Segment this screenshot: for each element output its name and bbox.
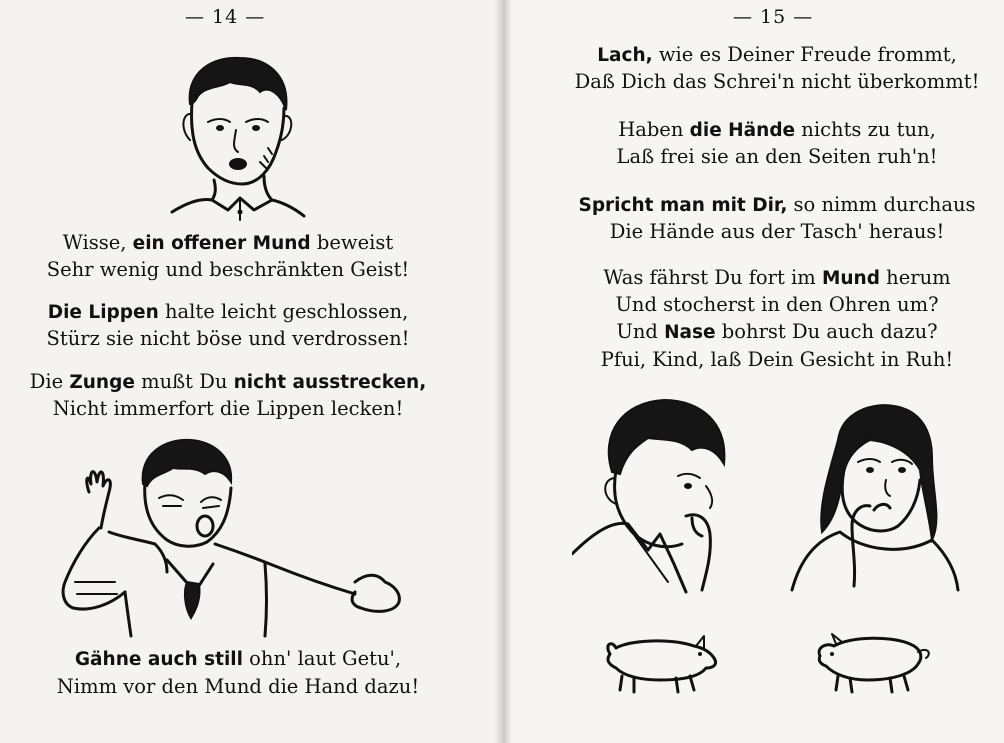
verse-line: Nicht immerfort die Lippen lecken!: [52, 397, 404, 420]
pig-illustration-right: [812, 628, 934, 694]
girl-finger-in-mouth-illustration: [782, 400, 962, 594]
verse-line: Sehr wenig und beschränkten Geist!: [46, 258, 410, 281]
verse-line: Gähne auch still ohn' laut Getu',: [74, 647, 402, 670]
verse-line: Und stocherst in den Ohren um?: [615, 293, 939, 316]
verse-line: Stürz sie nicht böse und verdrossen!: [46, 327, 410, 350]
page-number-right: — 15 —: [733, 6, 814, 28]
verse-line: Wisse, ein offener Mund beweist: [62, 231, 394, 254]
verse-line: Was fährst Du fort im Mund herum: [603, 266, 951, 289]
yawning-boy-illustration: [55, 432, 405, 640]
boy-finger-in-mouth-illustration: [572, 394, 742, 594]
verse-line: Nimm vor den Mund die Hand dazu!: [56, 675, 420, 698]
pig-illustration-left: [600, 632, 720, 694]
verse-line: Lach, wie es Deiner Freude frommt,: [597, 43, 957, 66]
book-gutter: [494, 0, 512, 743]
verse-line: Pfui, Kind, laß Dein Gesicht in Ruh!: [600, 348, 954, 371]
page-number-left: — 14 —: [185, 6, 266, 28]
verse-line: Die Lippen halte leicht geschlossen,: [47, 300, 409, 323]
verse-line: Haben die Hände nichts zu tun,: [618, 118, 936, 141]
verse-line: Spricht man mit Dir, so nimm durchaus: [578, 193, 976, 216]
boy-open-mouth-illustration: [168, 52, 308, 222]
verse-line: Laß frei sie an den Seiten ruh'n!: [616, 145, 938, 168]
verse-line: Daß Dich das Schrei'n nicht überkommt!: [574, 70, 980, 93]
verse-line: Und Nase bohrst Du auch dazu?: [616, 320, 938, 343]
verse-line: Die Hände aus der Tasch' heraus!: [609, 220, 945, 243]
verse-line: Die Zunge mußt Du nicht ausstrecken,: [29, 370, 427, 393]
